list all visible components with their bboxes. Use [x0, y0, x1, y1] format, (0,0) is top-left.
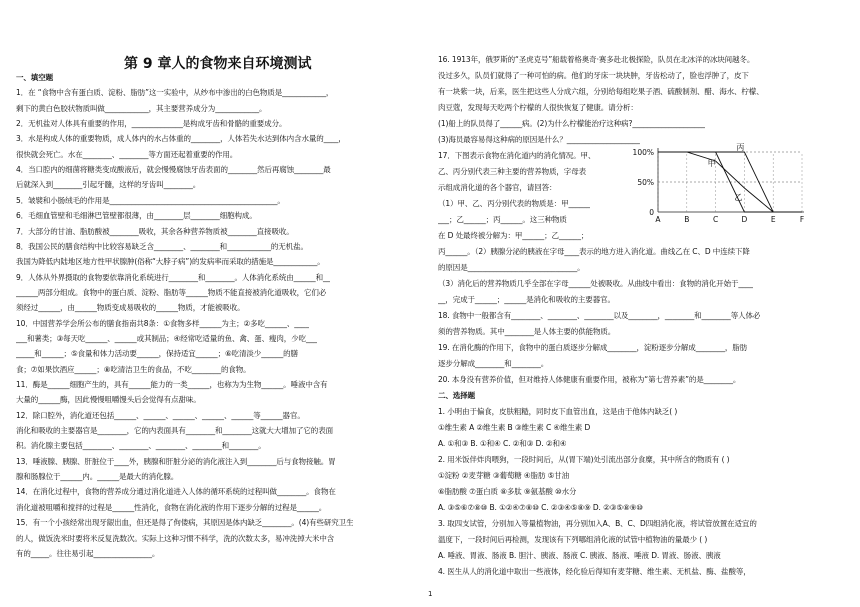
text-line: 19. 在消化酶的作用下，食物中的蛋白质逐步分解成________，淀粉逐步分解成________，脂肪: [438, 343, 748, 352]
text-line: (1)船上的队员得了______病。(2)为什么柠檬能治疗这种病?____________________: [438, 119, 706, 128]
text-line: 示组成消化道的各个器官，请回答：: [438, 183, 557, 192]
text-line: 20. 本身没有营养价值，但对维持人体健康有重要作用，被称为“第七营养素”的是________。: [438, 375, 741, 384]
text-line: 肉豆蔻，发现每天吃两个柠檬的人很快恢复了健康。请分析：: [438, 103, 638, 112]
text-line: 4. 医生从人的消化道中取出一些液体，经化验后得知有麦芽糖、维生素、无机盐、酶、盐酸等，: [438, 567, 751, 576]
text-line: __，完成于______；______是消化和吸收的主要器官。: [438, 295, 615, 304]
text-line: 在 D 处最终被分解为：甲______；乙______；: [438, 231, 589, 240]
text-line: 的人，做饭洗米时要将米反复洗数次。实际上这种习惯不科学，洗的次数太多，易冲洗掉大米中含: [16, 533, 335, 543]
text-line: 有的_____。往往易引起________________。: [16, 548, 160, 558]
text-line: ①淀粉 ②麦芽糖 ③葡萄糖 ④脂肪 ⑤甘油: [438, 471, 570, 480]
text-line: 很快就会死亡。水在________、________等方面还起着重要的作用。: [16, 149, 238, 159]
text-line: 14．在消化过程中，食物的营养成分通过消化道进入人体的循环系统的过程叫做________。食物在: [16, 487, 336, 497]
text-line: 2. 用米饭伴炸肉喂狗，一段时间后，从(胃下端)处引流出部分食糜，其中所含的物质有 ( ): [438, 455, 730, 464]
x-tick-label: A: [655, 215, 661, 224]
text-line: 后就深入到________引起牙髓，这样的牙齿叫________。: [16, 180, 201, 190]
section-heading: 二、选择题: [438, 391, 475, 400]
text-line: ___；乙______；丙______。这三种物质: [438, 215, 567, 224]
text-line: ①维生素 A ②维生素 B ③维生素 C ④维生素 D: [438, 423, 591, 432]
text-line: 17．下图表示食物在消化道内的消化情况。甲、: [438, 151, 596, 160]
x-tick-label: C: [712, 215, 719, 224]
text-line: _____和______；⑤食量和体力活动要______，保持适宜______；⑥吃清淡少______的膳: [16, 349, 298, 359]
text-line: ___和薯类；③每天吃______、______或其制品；④经常吃适量的鱼、禽、蛋、瘦肉，少吃___: [16, 333, 317, 343]
text-line: 4．当口腔内的细菌将糖类变成酸液后，就会慢慢腐蚀牙齿表面的________然后再腐蚀________最: [16, 165, 331, 175]
text-line: 16. 1913年，俄罗斯的“圣虎克号”船载着格奥奇·赛多赴北极探险，队员在北冰洋的冰块间越冬。: [438, 55, 755, 64]
text-line: 剩下的黄白色胶状物质叫做____________，其主要营养成分为____________。: [16, 103, 267, 113]
text-line: (3)海员最容易得这种病的原因是什么？____________________: [438, 135, 640, 144]
text-line: 5．皱襞和小肠绒毛的作用是______________________________________________。: [16, 195, 285, 205]
text-line: 乙、丙分别代表三种主要的营养物质，字母表: [438, 167, 586, 176]
text-line: 12．除口腔外，消化道还包括______、______、______、______、______等______器官。: [16, 410, 305, 420]
y-tick-label: 100%: [632, 148, 654, 157]
text-line: 的原因是______________________________。: [438, 263, 585, 272]
text-line: 15．有一个小孩经常出现牙龈出血，但还是得了佝偻病，其原因是体内缺乏________。(4)有些研究卫生: [16, 518, 354, 528]
text-line: 没过多久，队员们就得了一种可怕的病。他们的牙床一块块肿，牙齿松动了，脸也浮肿了，皮下: [438, 71, 749, 80]
text-line: 1. 小明由于偏食，皮肤粗糙，同时皮下血管出血，这是由于他体内缺乏( ): [438, 407, 678, 416]
text-line: 6．毛细血管壁和毛细淋巴管壁都很薄，由________层________细胞构成。: [16, 211, 257, 221]
text-line: 2．无机盐对人体具有重要的作用，______________是构成牙齿和骨骼的重要成分。: [16, 119, 287, 129]
text-line: 积。消化腺主要包括________、________、________、________和________。: [16, 441, 266, 451]
text-line: A. 唾液、胃液、肠液 B. 胆汁、胰液、肠液 C. 胰液、肠液、唾液 D. 胃液、肠液、胰液: [438, 551, 721, 560]
text-line: 食；⑦如果饮酒应______；⑧吃清洁卫生的食品，不吃________的食物。: [16, 364, 251, 374]
text-line: 10．中国营养学会所公布的膳食指南共8条：①食物多样______为主；②多吃______、____: [16, 318, 309, 328]
x-tick-label: E: [770, 215, 776, 224]
digestion-curve-chart: [622, 142, 806, 228]
text-line: A. ①和③ B. ①和④ C. ②和③ D. ②和④: [438, 439, 567, 448]
text-line: 须的营养物质。其中________是人体主要的供能物质。: [438, 327, 616, 336]
text-line: 大量的______酶，因此慢慢咀嚼馒头后会觉得有点甜味。: [16, 395, 201, 405]
text-line: 丙______。（2）胰腺分泌的胰液在字母____表示的地方进入消化道。曲线乙在 C、D 中连续下降: [438, 247, 750, 256]
series-label: 甲: [707, 159, 716, 168]
text-line: 温度下，一段时间后再检测，发现该有下列哪组消化液的试管中植物油的量最少 ( ): [438, 535, 708, 544]
text-line: 逐步分解成________和________。: [438, 359, 549, 368]
text-line: 13．唾液腺、胰腺、肝脏位于____外，胰腺和肝脏分泌的消化液注入到________后与食物接触。胃: [16, 456, 336, 466]
text-line: 腺和肠腺位于______内。______是最大的消化腺。: [16, 472, 179, 482]
series-label: 丙: [736, 143, 745, 152]
text-line: 3．水是构成人体的重要物质，成人体内的水占体重的________，人体若失水达到体内含水量的____，: [16, 134, 346, 144]
text-line: 7．大部分的甘油、脂肪酸被________吸收，其余各种营养物质被________直接吸收。: [16, 226, 294, 236]
text-line: 有一块紫一块，后来，医生把这些人分成六组，分别给每组吃果子酒、硫酸制剂、醋、海水、柠檬、: [438, 87, 764, 96]
text-line: 1．在 “食物中含有蛋白质、淀粉、脂肪”这一实验中，从纱布中渗出的白色物质是____________，: [16, 88, 334, 98]
text-line: （3）消化后的营养物质几乎全部在字母______处被吸收。从曲线中看出：食物的消化开始于____: [438, 279, 753, 288]
page-title: 第 9 章人的食物来自环境测试: [124, 56, 312, 72]
page-number: 1: [428, 590, 433, 598]
text-line: ______两部分组成。食物中的蛋白质、淀粉、脂肪等______物质不能直接被消化道吸收，它们必: [16, 287, 327, 297]
y-tick-label: 0: [649, 208, 654, 217]
text-line: 消化和吸收的主要器官是________，它的内表面具有________和________这就大大增加了它的表面: [16, 426, 333, 436]
text-line: 9．人体从外界摄取的食物要依靠消化系统进行________和________。人体消化系统由______和__: [16, 272, 331, 282]
x-tick-label: F: [799, 215, 805, 224]
section-heading: 一、填空题: [16, 73, 53, 82]
text-line: 11．酶是______细胞产生的，具有______能力的一类______，也称为为生物______。唾液中含有: [16, 380, 328, 389]
x-tick-label: B: [684, 215, 690, 224]
text-line: 消化道被咀嚼和搅拌的过程是______性消化，食物在消化液的作用下逐步分解的过程是______。: [16, 502, 327, 512]
text-line: （1）甲、乙、丙分别代表的物质是：甲______: [438, 199, 591, 208]
y-tick-label: 50%: [637, 178, 654, 187]
text-line: 18. 食物中一般都含有________、________、________以及________，________和________等人体必: [438, 311, 761, 320]
text-line: 我国为降低内陆地区地方性甲状腺肿(俗称“大脖子病”)的发病率而采取的措施是____________。: [16, 257, 325, 267]
text-line: 8．我国公民的膳食结构中比较容易缺乏含________、________和____________的无机盐。: [16, 241, 308, 251]
text-line: 须经过______，由______物质变成易吸收的______物质，才能被吸收。: [16, 303, 245, 313]
text-line: A. ③⑤⑥⑦⑧⑩ B. ①②④⑦⑧⑩ C. ②③④⑤⑧⑨ D. ②③⑤⑧⑨⑩: [438, 503, 643, 512]
text-line: 3. 取四支试管，分别加入等量植物油，再分别加入A、B、C、D四组消化液，将试管放置在适宜的: [438, 519, 757, 528]
x-tick-label: D: [741, 215, 748, 224]
series-label: 乙: [734, 193, 743, 202]
text-line: ⑥脂肪酸 ⑦蛋白质 ⑧多肽 ⑨氨基酸 ⑩水分: [438, 487, 577, 496]
